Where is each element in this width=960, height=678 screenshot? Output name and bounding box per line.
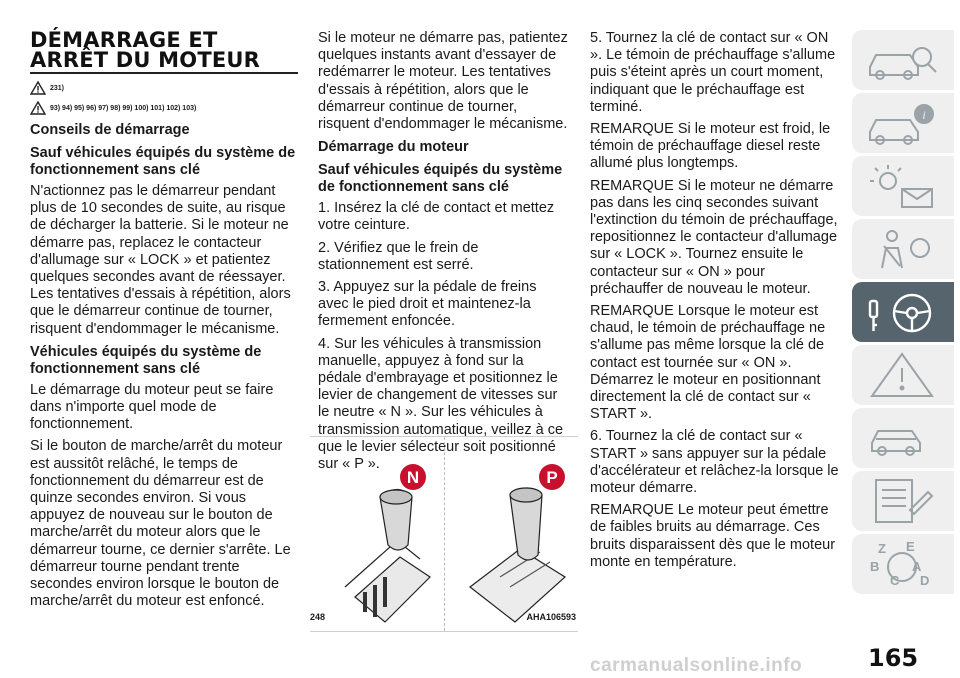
tab-starting-driving[interactable] bbox=[852, 282, 954, 342]
heading-sans-cle: Sauf véhicules équipés du système de fonctionnement sans clé bbox=[318, 162, 563, 196]
watermark: carmanualsonline.info bbox=[590, 655, 803, 676]
paragraph: Si le bouton de marche/arrêt du moteur est aussitôt relâché, le temps de fonctionnement du démarreur est de quinze secondes environ. Si vous appuyez de nouveau sur le bouton de marche/arrêt du moteur alors que le démarreur tourne, ce dernier s'arrête. Le démarreur tourne pendant trente secondes environ lorsque le bouton de marche/arrêt du moteur est enfoncé. bbox=[30, 438, 291, 610]
warning-triangle-icon bbox=[30, 101, 46, 115]
gear-lever-figure bbox=[310, 436, 578, 632]
steering-wheel-key-icon bbox=[862, 287, 942, 337]
page-number: 165 bbox=[868, 644, 919, 672]
page-title bbox=[30, 30, 298, 70]
car-info-icon bbox=[862, 98, 942, 148]
column-1 bbox=[30, 30, 298, 615]
step-1: 1. Insérez la clé de contact et mettez votre ceinture. bbox=[318, 200, 555, 234]
svg-text:C: C bbox=[890, 573, 900, 588]
svg-text:A: A bbox=[912, 559, 922, 574]
car-maintenance-icon bbox=[862, 413, 942, 463]
step-2: 2. Vérifiez que le frein de stationnement est serré. bbox=[318, 239, 479, 273]
step-5: 5. Tournez la clé de contact sur « ON ». Le témoin de préchauffage s'allume puis s'éteint après un court moment, indiquant que le préchauffage est terminé. bbox=[590, 30, 836, 115]
svg-text:i: i bbox=[922, 108, 926, 122]
warning-refs-1: 231) bbox=[50, 84, 65, 92]
figure-number: 248 bbox=[310, 612, 326, 622]
heading-conseils: Conseils de démarrage bbox=[30, 122, 190, 138]
remark: REMARQUE Si le moteur ne démarre pas dans les cinq secondes suivant l'extinction du témoin de préchauffage, repositionnez le contacteur d'allumage sur « LOCK ». Tournez ensuite le contacteur sur « ON » pour préchauffer de nouveau le moteur. bbox=[590, 177, 838, 297]
tab-maintenance[interactable] bbox=[852, 408, 954, 468]
tab-index[interactable] bbox=[852, 534, 954, 594]
park-badge-label: P bbox=[546, 468, 558, 487]
warning-ref-row-1 bbox=[30, 80, 298, 96]
neutral-badge-label: N bbox=[406, 468, 420, 487]
warning-triangle-icon bbox=[30, 81, 46, 95]
column-2 bbox=[318, 30, 568, 478]
remark: REMARQUE Le moteur peut émettre de faibles bruits au démarrage. Ces bruits disparaissent dès que le moteur monte en température. bbox=[590, 502, 836, 570]
svg-text:B: B bbox=[870, 559, 880, 574]
warning-triangle-car-icon bbox=[862, 350, 942, 400]
tab-lights-messages[interactable] bbox=[852, 156, 954, 216]
warning-light-envelope-icon bbox=[862, 161, 942, 211]
tab-vehicle-info[interactable] bbox=[852, 93, 954, 153]
column-3 bbox=[590, 30, 840, 576]
seatbelt-airbag-icon bbox=[862, 224, 942, 274]
svg-text:E: E bbox=[906, 539, 915, 554]
svg-text:D: D bbox=[920, 573, 930, 588]
tab-technical-data[interactable] bbox=[852, 471, 954, 531]
heading-sans-cle: Sauf véhicules équipés du système de fonctionnement sans clé bbox=[30, 145, 296, 178]
step-3: 3. Appuyez sur la pédale de freins avec le pied droit et maintenez-la fermement enfoncée. bbox=[318, 279, 537, 330]
step-6: 6. Tournez la clé de contact sur « START » sans appuyer sur la pédale d'accélérateur et relâchez-la lorsque le moteur démarre. bbox=[590, 428, 839, 497]
heading-avec-cle: Véhicules équipés du système de fonctionnement sans clé bbox=[30, 343, 262, 377]
title-line-1: DÉMARRAGE ET bbox=[30, 28, 218, 52]
figure-caption bbox=[310, 612, 576, 622]
tab-emergency[interactable] bbox=[852, 345, 954, 405]
figure-code: AHA106593 bbox=[526, 612, 576, 622]
title-rule bbox=[30, 72, 298, 74]
tab-vehicle-overview[interactable] bbox=[852, 30, 954, 90]
paragraph: Le démarrage du moteur peut se faire dans n'importe quel mode de fonctionnement. bbox=[30, 381, 274, 433]
warning-ref-row-2 bbox=[30, 100, 298, 116]
car-magnifier-icon bbox=[862, 35, 942, 85]
warning-refs-2: 93) 94) 95) 96) 97) 98) 99) 100) 101) 102) 103) bbox=[50, 104, 197, 112]
tab-safety[interactable] bbox=[852, 219, 954, 279]
chapter-tabs bbox=[852, 30, 954, 597]
paragraph: N'actionnez pas le démarreur pendant plus de 10 secondes de suite, au risque de décharger la batterie. Si le moteur ne démarre pas, replacez le contacteur d'allumage sur « LOCK » et patientez quelques secondes avant de réessayer. Les tentatives d'essais à répétition, alors que le démarreur continue de tourner, risquent d'endommager le mécanisme. bbox=[30, 183, 291, 337]
svg-text:Z: Z bbox=[878, 541, 886, 556]
remark: REMARQUE Si le moteur est froid, le témoin de préchauffage diesel reste allumé plus longtemps. bbox=[590, 121, 831, 172]
manual-lever bbox=[345, 490, 430, 623]
gear-lever-illustration bbox=[310, 437, 578, 631]
remark: REMARQUE Lorsque le moteur est chaud, le témoin de préchauffage ne s'allume pas même lorsque la clé de contact est tournée sur « ON ». Démarrez le moteur en positionnant directement la clé de contact sur « START ». bbox=[590, 303, 826, 423]
step-4: 4. Sur les véhicules à transmission manuelle, appuyez à fond sur la pédale d'embrayage et positionnez le levier de changement de vitesses sur le neutre « N ». Sur les véhicules à transmission automatique, veillez à ce que le levier sélecteur soit positionné sur « P ». bbox=[318, 335, 564, 473]
automatic-lever bbox=[470, 488, 565, 622]
paragraph: Si le moteur ne démarre pas, patientez quelques instants avant d'essayer de redémarrer le moteur. Les tentatives d'essais à répétition, alors que le démarreur continue de tourner, risquent d'endommager le mécanisme. bbox=[318, 30, 568, 133]
alphabet-index-icon bbox=[862, 539, 942, 589]
heading-demarrage: Démarrage du moteur bbox=[318, 139, 469, 156]
checklist-icon bbox=[862, 476, 942, 526]
title-line-2: ARRÊT DU MOTEUR bbox=[30, 48, 261, 72]
